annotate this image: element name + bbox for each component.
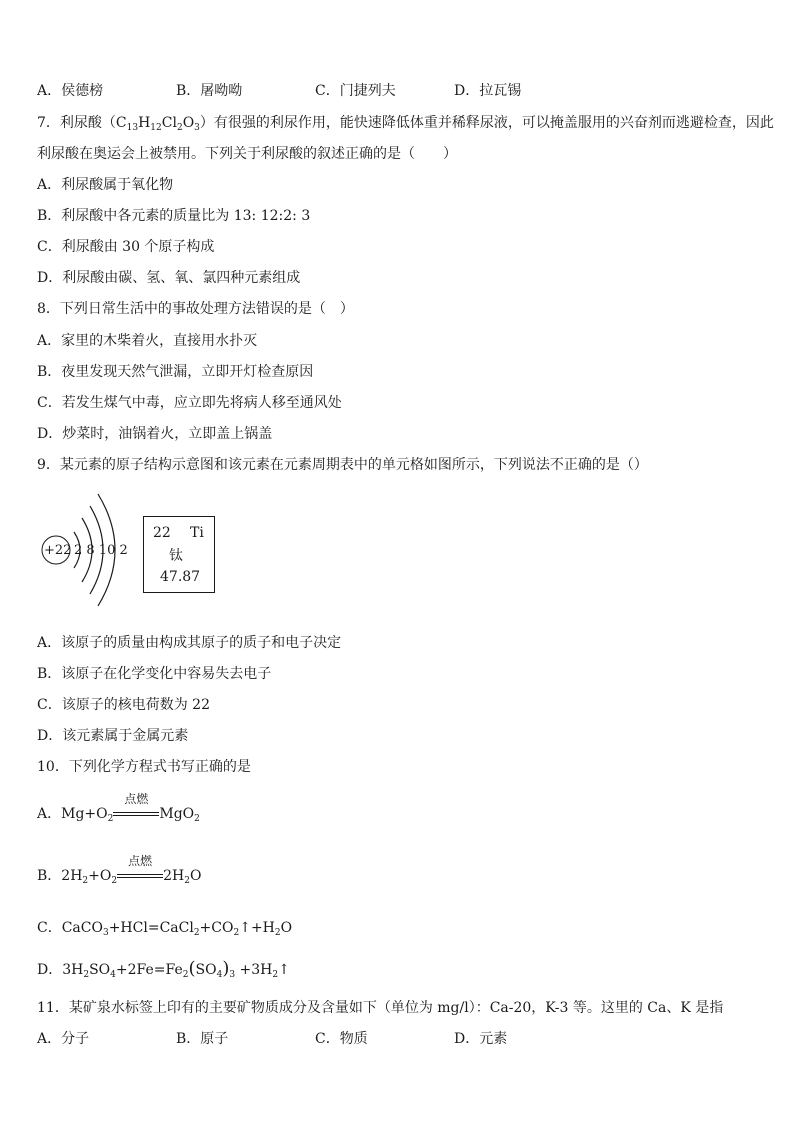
q8-option-a: A．家里的木柴着火，直接用水扑灭: [37, 333, 258, 349]
q7-option-a: A．利尿酸属于氧化物: [37, 177, 174, 193]
reaction-condition-equals: 点燃: [113, 805, 159, 823]
q11-option-c: C．物质: [315, 1031, 368, 1047]
atomic-mass: 47.87: [160, 569, 201, 585]
q7-stem-line2: 利尿酸在奥运会上被禁用。下列关于利尿酸的叙述正确的是（ ）: [37, 146, 457, 162]
q11-option-b: B．原子: [176, 1031, 229, 1047]
q6-option-a: A．侯德榜: [37, 83, 104, 99]
atomic-number: 22: [153, 525, 171, 541]
q11-stem: 11．某矿泉水标签上印有的主要矿物质成分及含量如下（单位为 mg/l）：Ca-20，K-3 等。这里的 Ca、K 是指: [37, 1000, 724, 1016]
element-symbol: Ti: [190, 525, 204, 541]
q11-option-a: A．分子: [37, 1031, 90, 1047]
q10-stem: 10．下列化学方程式书写正确的是: [37, 759, 251, 775]
q11-option-d: D．元素: [454, 1031, 508, 1047]
q7-option-b: B．利尿酸中各元素的质量比为 13: 12:2: 3: [37, 208, 311, 224]
q9-option-a: A．该原子的质量由构成其原子的质子和电子决定: [37, 635, 342, 651]
q8-option-d: D．炒菜时，油锅着火，立即盖上锅盖: [37, 426, 273, 442]
q7-option-c: C．利尿酸由 30 个原子构成: [37, 239, 215, 255]
element-name: 钛: [169, 548, 183, 564]
q8-option-c: C．若发生煤气中毒，应立即先将病人移至通风处: [37, 395, 342, 411]
periodic-table-cell: [143, 516, 215, 593]
q9-option-c: C．该原子的核电荷数为 22: [37, 697, 210, 713]
q6-option-d: D．拉瓦锡: [454, 83, 522, 99]
nucleus-charge: +22: [44, 543, 72, 558]
q10-option-d: D．$3H_2SO_4+2Fe=Fe_2(SO_4)_3$ $+3H_2↑$: [37, 958, 290, 980]
q8-option-b: B．夜里发现天然气泄漏，立即开灯检查原因: [37, 364, 314, 380]
gas-up-arrow-icon: ↑: [278, 962, 290, 978]
q7-stem-line1: 7．利尿酸$(C_{13}H_{12}Cl_2O_3)$有很强的利尿作用，能快速降低体重并稀释尿液，可以掩盖服用的兴奋剂而逃避检查，因此: [37, 115, 774, 133]
electron-counts: 2 8 10 2: [74, 543, 128, 558]
q10-option-c: C．$CaCO_3+HCl=CaCl_2+CO_2↑+H_2O$: [37, 920, 293, 938]
q6-option-b: B．屠呦呦: [176, 83, 243, 99]
q6-option-c: C．门捷列夫: [315, 83, 396, 99]
q10-option-b: B．$2H_2+O_2$ 点燃 $2H_2O$: [37, 854, 202, 886]
reaction-condition-equals: 点燃: [117, 867, 163, 885]
gas-up-arrow-icon: ↑: [239, 920, 251, 936]
q9-option-b: B．该原子在化学变化中容易失去电子: [37, 666, 272, 682]
q9-stem: 9．某元素的原子结构示意图和该元素在元素周期表中的单元格如图所示，下列说法不正确的是（）: [37, 457, 648, 473]
q7-option-d: D．利尿酸由碳、氢、氧、氯四种元素组成: [37, 270, 301, 286]
q9-option-d: D．该元素属于金属元素: [37, 728, 189, 744]
q8-stem: 8．下列日常生活中的事故处理方法错误的是（ ）: [37, 301, 354, 317]
q10-option-a: A．$Mg+O_2$ 点燃 MgO$_2$: [37, 792, 200, 824]
